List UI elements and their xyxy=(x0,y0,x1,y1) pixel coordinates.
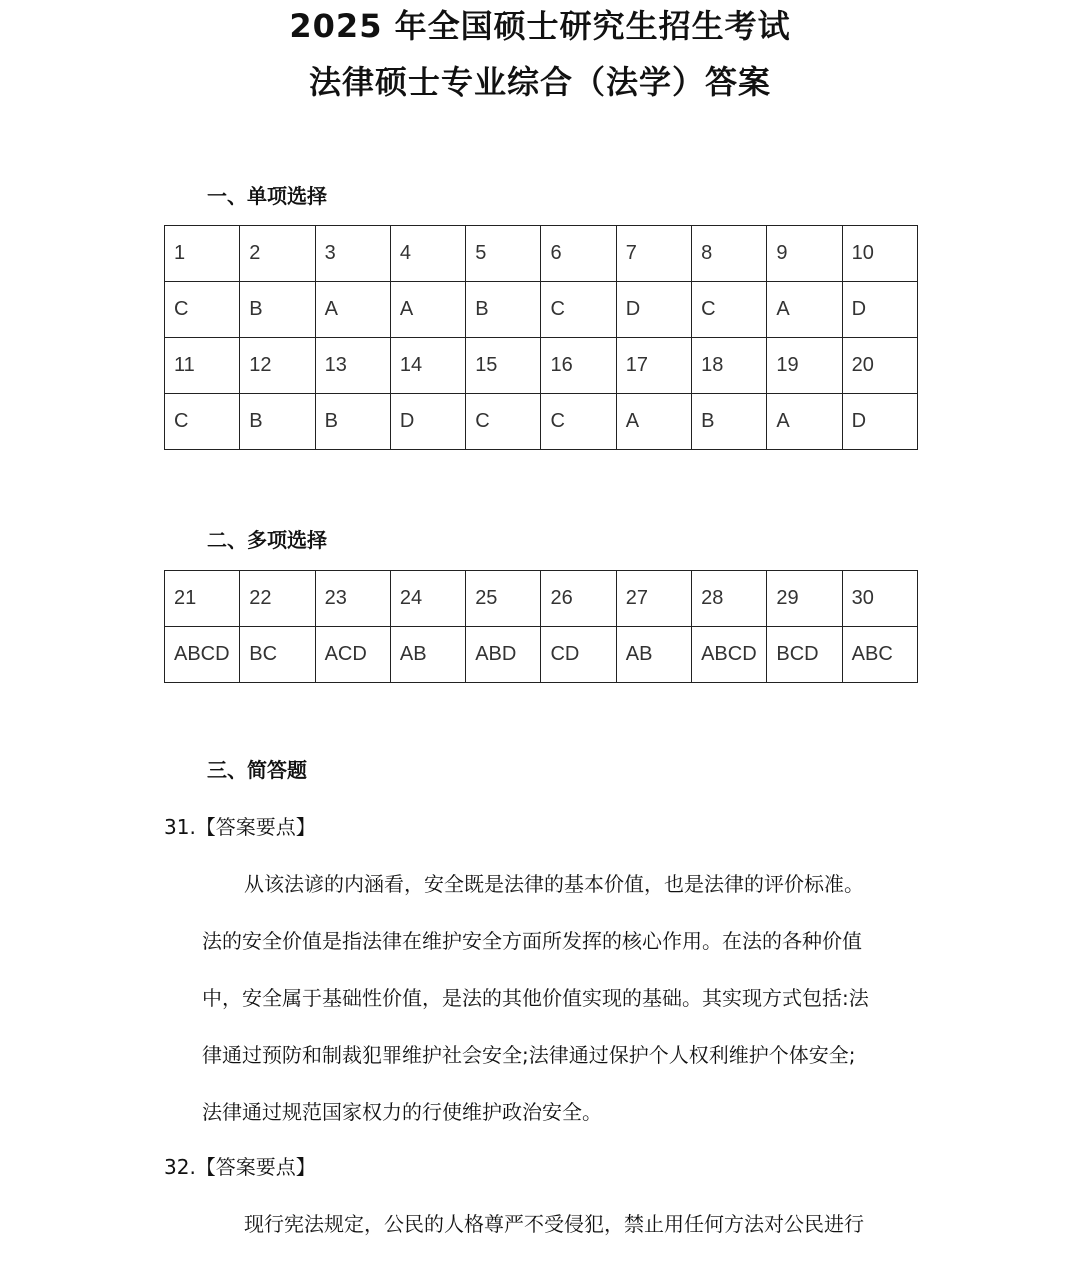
question-number-cell: 30 xyxy=(842,571,917,627)
answer-cell: D xyxy=(842,282,917,338)
question-number-cell: 27 xyxy=(616,571,691,627)
section-heading-multiple-choice: 二、多项选择 xyxy=(207,528,327,552)
section-heading-single-choice: 一、单项选择 xyxy=(207,184,327,208)
answer-cell: B xyxy=(692,394,767,450)
question-number-cell: 9 xyxy=(767,226,842,282)
question-number-cell: 28 xyxy=(692,571,767,627)
question-number-cell: 29 xyxy=(767,571,842,627)
question-number-cell: 4 xyxy=(390,226,465,282)
answer-cell: ABCD xyxy=(165,627,240,683)
answer-cell: CD xyxy=(541,627,616,683)
question-number-cell: 5 xyxy=(466,226,541,282)
question-number-cell: 2 xyxy=(240,226,315,282)
answer-cell: BCD xyxy=(767,627,842,683)
answer-cell: D xyxy=(616,282,691,338)
answer-cell: C xyxy=(466,394,541,450)
answer-cell: B xyxy=(315,394,390,450)
question-number-cell: 1 xyxy=(165,226,240,282)
question-32-answer xyxy=(202,1210,918,1267)
answer-cell: C xyxy=(692,282,767,338)
answer-cell: ABC xyxy=(842,627,917,683)
table-row xyxy=(165,571,918,627)
answer-cell: ABD xyxy=(466,627,541,683)
question-number-cell: 22 xyxy=(240,571,315,627)
answer-cell: A xyxy=(315,282,390,338)
paragraph-line: 现行宪法规定，公民的人格尊严不受侵犯，禁止用任何方法对公民进行 xyxy=(244,1212,864,1236)
paragraph-line: 法律通过规范国家权力的行使维护政治安全。 xyxy=(202,1100,602,1124)
answer-cell: A xyxy=(616,394,691,450)
document-title: 2025 年全国硕士研究生招生考试 xyxy=(289,7,791,45)
table-row xyxy=(165,282,918,338)
paragraph-line: 中，安全属于基础性价值，是法的其他价值实现的基础。其实现方式包括:法 xyxy=(202,986,869,1010)
answer-cell: B xyxy=(240,394,315,450)
question-number-cell: 25 xyxy=(466,571,541,627)
paragraph-line: 从该法谚的内涵看，安全既是法律的基本价值，也是法律的评价标准。 xyxy=(244,872,864,896)
table-row xyxy=(165,226,918,282)
answer-cell: AB xyxy=(616,627,691,683)
answer-cell: C xyxy=(165,394,240,450)
question-number-cell: 19 xyxy=(767,338,842,394)
question-number-cell: 13 xyxy=(315,338,390,394)
answer-cell: C xyxy=(541,282,616,338)
question-number-cell: 14 xyxy=(390,338,465,394)
question-number-cell: 6 xyxy=(541,226,616,282)
question-number-cell: 11 xyxy=(165,338,240,394)
multiple-choice-answer-table xyxy=(164,570,918,683)
answer-cell: AB xyxy=(390,627,465,683)
question-number-cell: 18 xyxy=(692,338,767,394)
answer-cell: B xyxy=(466,282,541,338)
document-subtitle: 法律硕士专业综合（法学）答案 xyxy=(308,63,771,101)
answer-cell: C xyxy=(165,282,240,338)
single-choice-answer-table xyxy=(164,225,918,450)
question-31-label: 31.【答案要点】 xyxy=(164,815,316,839)
question-number-cell: 26 xyxy=(541,571,616,627)
paragraph-line: 法的安全价值是指法律在维护安全方面所发挥的核心作用。在法的各种价值 xyxy=(202,929,862,953)
question-number-cell: 20 xyxy=(842,338,917,394)
answer-cell: A xyxy=(767,394,842,450)
question-number-cell: 10 xyxy=(842,226,917,282)
question-32-label: 32.【答案要点】 xyxy=(164,1155,316,1179)
answer-cell: ACD xyxy=(315,627,390,683)
paragraph-line: 律通过预防和制裁犯罪维护社会安全;法律通过保护个人权利维护个体安全; xyxy=(202,1043,856,1067)
answer-cell: B xyxy=(240,282,315,338)
answer-cell: ABCD xyxy=(692,627,767,683)
answer-cell: A xyxy=(390,282,465,338)
answer-cell: BC xyxy=(240,627,315,683)
answer-cell: D xyxy=(842,394,917,450)
table-row xyxy=(165,394,918,450)
answer-cell: D xyxy=(390,394,465,450)
question-number-cell: 24 xyxy=(390,571,465,627)
question-number-cell: 16 xyxy=(541,338,616,394)
question-number-cell: 17 xyxy=(616,338,691,394)
question-number-cell: 23 xyxy=(315,571,390,627)
question-31-answer xyxy=(202,870,918,1155)
question-number-cell: 3 xyxy=(315,226,390,282)
answer-cell: C xyxy=(541,394,616,450)
question-number-cell: 15 xyxy=(466,338,541,394)
table-row xyxy=(165,627,918,683)
question-number-cell: 7 xyxy=(616,226,691,282)
answer-cell: A xyxy=(767,282,842,338)
table-row xyxy=(165,338,918,394)
question-number-cell: 8 xyxy=(692,226,767,282)
section-heading-short-answer: 三、简答题 xyxy=(207,758,307,782)
question-number-cell: 12 xyxy=(240,338,315,394)
question-number-cell: 21 xyxy=(165,571,240,627)
